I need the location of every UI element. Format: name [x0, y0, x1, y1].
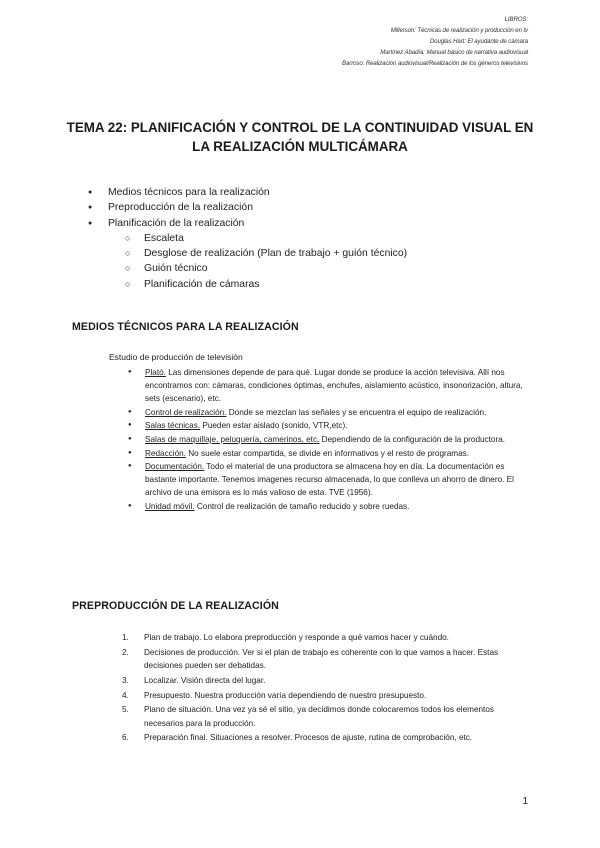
section-subheading: Estudio de producción de televisión: [109, 352, 243, 362]
step-number: 4.: [122, 690, 129, 700]
references-block: [228, 14, 528, 69]
item-text: No suele estar compartida, se divide en informativos y el resto de programas.: [185, 448, 470, 458]
item-text: Todo el material de una productora se almacena hoy en día. La documentación es bastante importante. Tenemos imagenes recurso almacenada, lo que conlleva un ahorro de dinero. El archivo de una emisora es lo más valioso de esta. TVE (1956).: [145, 462, 514, 498]
step-text: Decisiones de producción. Ver si el plan de trabajo es coherente con lo que vamos a hacer. Estas decisiones pueden ser debatidas.: [144, 647, 499, 670]
step-number: 5.: [122, 705, 129, 715]
list-item: [128, 406, 524, 419]
step-number: 3.: [122, 675, 129, 685]
toc-item: ● Planificación de la realización: [88, 216, 407, 231]
item-text: Pueden estar aislado (sonido, VTR,etc).: [200, 421, 348, 431]
reference-line: Martínez Abadía: Manual básico de narrativa audiovisual: [380, 49, 528, 56]
list-item: [122, 646, 532, 672]
item-term: Unidad móvil.: [145, 501, 195, 511]
step-text: Plano de situación. Una vez ya sé el sitio, ya decidimos donde colocaremos todos los elementos necesarios para la producción.: [144, 705, 494, 728]
item-term: Salas de maquillaje, peluquería, camerinos, etc.: [145, 434, 320, 444]
list-item: [122, 631, 532, 644]
toc-subitem: ○ Guión técnico: [88, 261, 407, 276]
list-item: [128, 460, 524, 499]
step-number: 1.: [122, 633, 129, 642]
step-text: Plan de trabajo. Lo elabora preproducción y responde a qué vamos hacer y cuándo.: [144, 633, 449, 642]
item-text: Control de realización de tamaño reducido y sobre ruedas.: [194, 501, 410, 511]
section-heading-preproduccion: PREPRODUCCIÓN DE LA REALIZACIÓN: [72, 600, 279, 612]
list-item: [128, 500, 524, 513]
toc-item: ● Preproducción de la realización: [88, 200, 407, 215]
step-text: Localizar. Visión directa del lugar.: [144, 675, 266, 685]
list-item: [128, 447, 524, 460]
item-term: Salas técnicas.: [145, 421, 201, 431]
toc-subitem: ○ Desglose de realización (Plan de trabajo + guión técnico): [88, 246, 407, 261]
list-item: [122, 689, 532, 702]
step-text: Preparación final. Situaciones a resolver. Procesos de ajuste, rutina de comprobación, etc.: [144, 733, 473, 743]
steps-list: [122, 631, 532, 746]
page-number: 1: [522, 796, 528, 807]
list-item: [128, 366, 524, 405]
item-text: Donde se mezclan las señales y se encuentra el equipo de realización.: [226, 407, 487, 417]
item-text: Las dimensiones depende de para qué. Lugar donde se produce la acción televisiva. Allí nos encontramos con: cámaras, condiciones óptimas, enchufes, aislamiento acústico, insonorización, altura, sets (escenario), etc.: [145, 368, 523, 404]
reference-line: Douglas Hart: El ayudante de cámara: [429, 38, 528, 45]
item-term: Control de realización.: [145, 407, 227, 417]
toc-item: ● Medios técnicos para la realización: [88, 185, 407, 200]
list-item: [122, 731, 532, 744]
item-term: Redacción.: [145, 448, 186, 458]
table-of-contents: [88, 185, 407, 292]
page-title: TEMA 22: PLANIFICACIÓN Y CONTROL DE LA CONTINUIDAD VISUAL EN LA REALIZACIÓN MULTICÁMARA: [66, 120, 534, 154]
list-item: [128, 419, 524, 432]
reference-line: Millerson: Técnicas de realización y producción en tv: [390, 27, 528, 34]
facilities-list: [128, 366, 524, 514]
toc-subitem: ○ Escaleta: [88, 231, 407, 246]
references-label: LIBROS:: [504, 16, 528, 23]
section-heading-medios: MEDIOS TÉCNICOS PARA LA REALIZACIÓN: [72, 321, 299, 333]
step-number: 2.: [122, 647, 129, 657]
reference-line: Barroso: Realización audiovisual/Realización de los géneros televisivos: [342, 60, 528, 67]
step-text: Presupuesto. Nuestra producción varía dependiendo de nuestro presupuesto.: [144, 690, 427, 700]
item-text: Dependiendo de la configuración de la productora.: [319, 434, 506, 444]
step-number: 6.: [122, 733, 129, 743]
item-term: Plató.: [145, 368, 166, 377]
list-item: [122, 674, 532, 687]
toc-subitem: ○ Planificación de cámaras: [88, 277, 407, 292]
list-item: [122, 703, 532, 729]
item-term: Documentación.: [145, 462, 205, 472]
list-item: [128, 433, 524, 446]
